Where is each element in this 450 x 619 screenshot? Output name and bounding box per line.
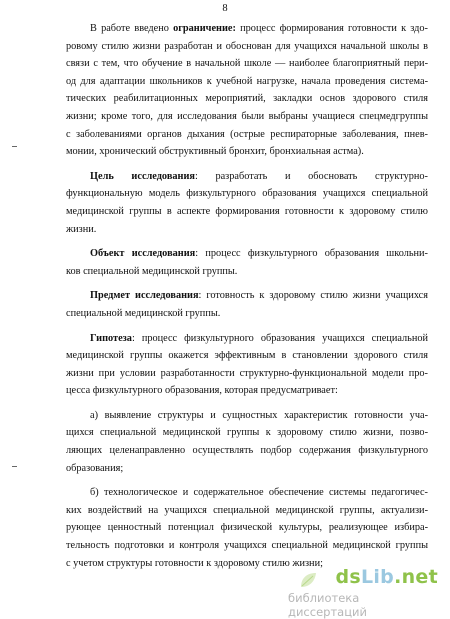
text-segment: : разработать и обосновать структурно-	[194, 170, 428, 182]
text-segment: : готовность к здоровому стилю жизни учащихся	[198, 290, 428, 302]
margin-mark	[12, 146, 17, 147]
text-body	[66, 20, 428, 572]
text-segment: щихся специальной медицинской группы к здоровому стилю жизни, позво-	[66, 427, 428, 439]
text-line	[66, 90, 428, 108]
text-segment: б) технологическое и содержательное обеспечение системы педагогичес-	[90, 487, 428, 499]
text-segment: цесса физкультурного образования, которая предусматривает:	[66, 385, 338, 397]
text-segment: с учетом структуры готовности к здоровому стилю жизни;	[66, 557, 323, 569]
text-line	[66, 442, 428, 460]
bold-term: Гипотеза	[90, 332, 132, 344]
text-segment: специальной медицинской группы.	[66, 307, 221, 319]
text-segment: од для адаптации школьников к учебной нагрузке, начала проведения система-	[66, 75, 428, 87]
text-segment: образования;	[66, 462, 124, 474]
paragraph	[66, 245, 428, 280]
text-line	[66, 460, 428, 478]
page-number: 8	[222, 3, 228, 14]
text-line	[66, 502, 428, 520]
paragraph	[66, 484, 428, 572]
text-line	[66, 537, 428, 555]
text-line	[66, 424, 428, 442]
text-line	[66, 365, 428, 383]
text-segment: ков специальной медицинской группы.	[66, 265, 238, 277]
text-line	[66, 382, 428, 400]
text-segment: связи с тем, что обучение в начальной школе — наиболее благоприятный пери-	[66, 58, 428, 70]
watermark	[288, 566, 438, 619]
bold-term: Предмет исследования	[90, 290, 199, 302]
bold-term: Цель исследования	[90, 170, 195, 182]
text-line	[66, 519, 428, 537]
paragraph	[66, 287, 428, 322]
text-segment: а) выявление структуры и сущностных характеристик готовности уча-	[90, 409, 428, 421]
text-line	[66, 287, 428, 305]
paragraph	[66, 330, 428, 400]
text-segment: тических реабилитационных мероприятий, закладки основ здорового стиля	[66, 93, 428, 105]
text-line	[66, 330, 428, 348]
text-segment: процесс формирования готовности к здо-	[235, 23, 428, 34]
text-line	[66, 185, 428, 203]
text-line	[66, 305, 428, 323]
text-line	[66, 143, 428, 161]
text-line	[66, 20, 428, 38]
text-line	[66, 263, 428, 281]
margin-mark	[12, 466, 17, 467]
paragraph	[66, 20, 428, 161]
text-line	[66, 38, 428, 56]
text-segment: жизни при условии разработанности структурно-функциональной модели про-	[66, 367, 428, 379]
bold-term: ограничение:	[173, 23, 236, 34]
leaf-icon	[298, 570, 318, 590]
text-segment: В работе введено	[90, 23, 174, 34]
text-segment: жизни.	[66, 223, 97, 235]
text-line	[66, 168, 428, 186]
text-segment: функциональную модель физкультурного образования учащихся специальной	[66, 188, 428, 200]
text-segment: ляющих целенаправленно осуществлять подбор содержания физкультурного	[66, 445, 428, 457]
text-line	[66, 73, 428, 91]
text-line	[66, 484, 428, 502]
text-segment: с заболеваниями органов дыхания (острые респираторные заболевания, пнев-	[66, 128, 428, 140]
text-line	[66, 55, 428, 73]
watermark-logo: dsLib.net	[335, 566, 438, 588]
text-segment: медицинской группы окажется эффективным в становлении здорового стиля	[66, 350, 428, 362]
text-segment: ровому стилю жизни разработан и обоснован для учащихся начальной школы в	[66, 40, 428, 52]
watermark-subtitle: библиотека диссертаций	[288, 591, 367, 619]
paragraph	[66, 407, 428, 477]
text-line	[66, 203, 428, 221]
text-segment: ких воздействий на учащихся специальной медицинской группы, актуализи-	[66, 504, 428, 516]
text-segment: тельность подготовки и контроля учащихся специальной медицинской группы	[66, 540, 428, 552]
text-line	[66, 108, 428, 126]
text-line	[66, 347, 428, 365]
text-line	[66, 126, 428, 144]
text-segment: монии, хронический обструктивный бронхит, бронхиальная астма).	[66, 146, 364, 158]
text-segment: рующее ценностный потенциал физической культуры, реализующее избира-	[66, 522, 428, 534]
paragraph	[66, 168, 428, 238]
text-segment: медицинской группы в аспекте формирования готовности к здоровому стилю	[66, 205, 428, 217]
text-line	[66, 221, 428, 239]
text-segment: жизни; кроме того, для исследования были выбраны учащиеся спецмедгруппы	[66, 110, 428, 122]
text-line	[66, 407, 428, 425]
bold-term: Объект исследования	[90, 248, 196, 260]
text-segment: : процесс физкультурного образования школьни-	[195, 248, 428, 260]
text-line	[66, 245, 428, 263]
text-segment: : процесс физкультурного образования учащихся специальной	[131, 332, 428, 344]
